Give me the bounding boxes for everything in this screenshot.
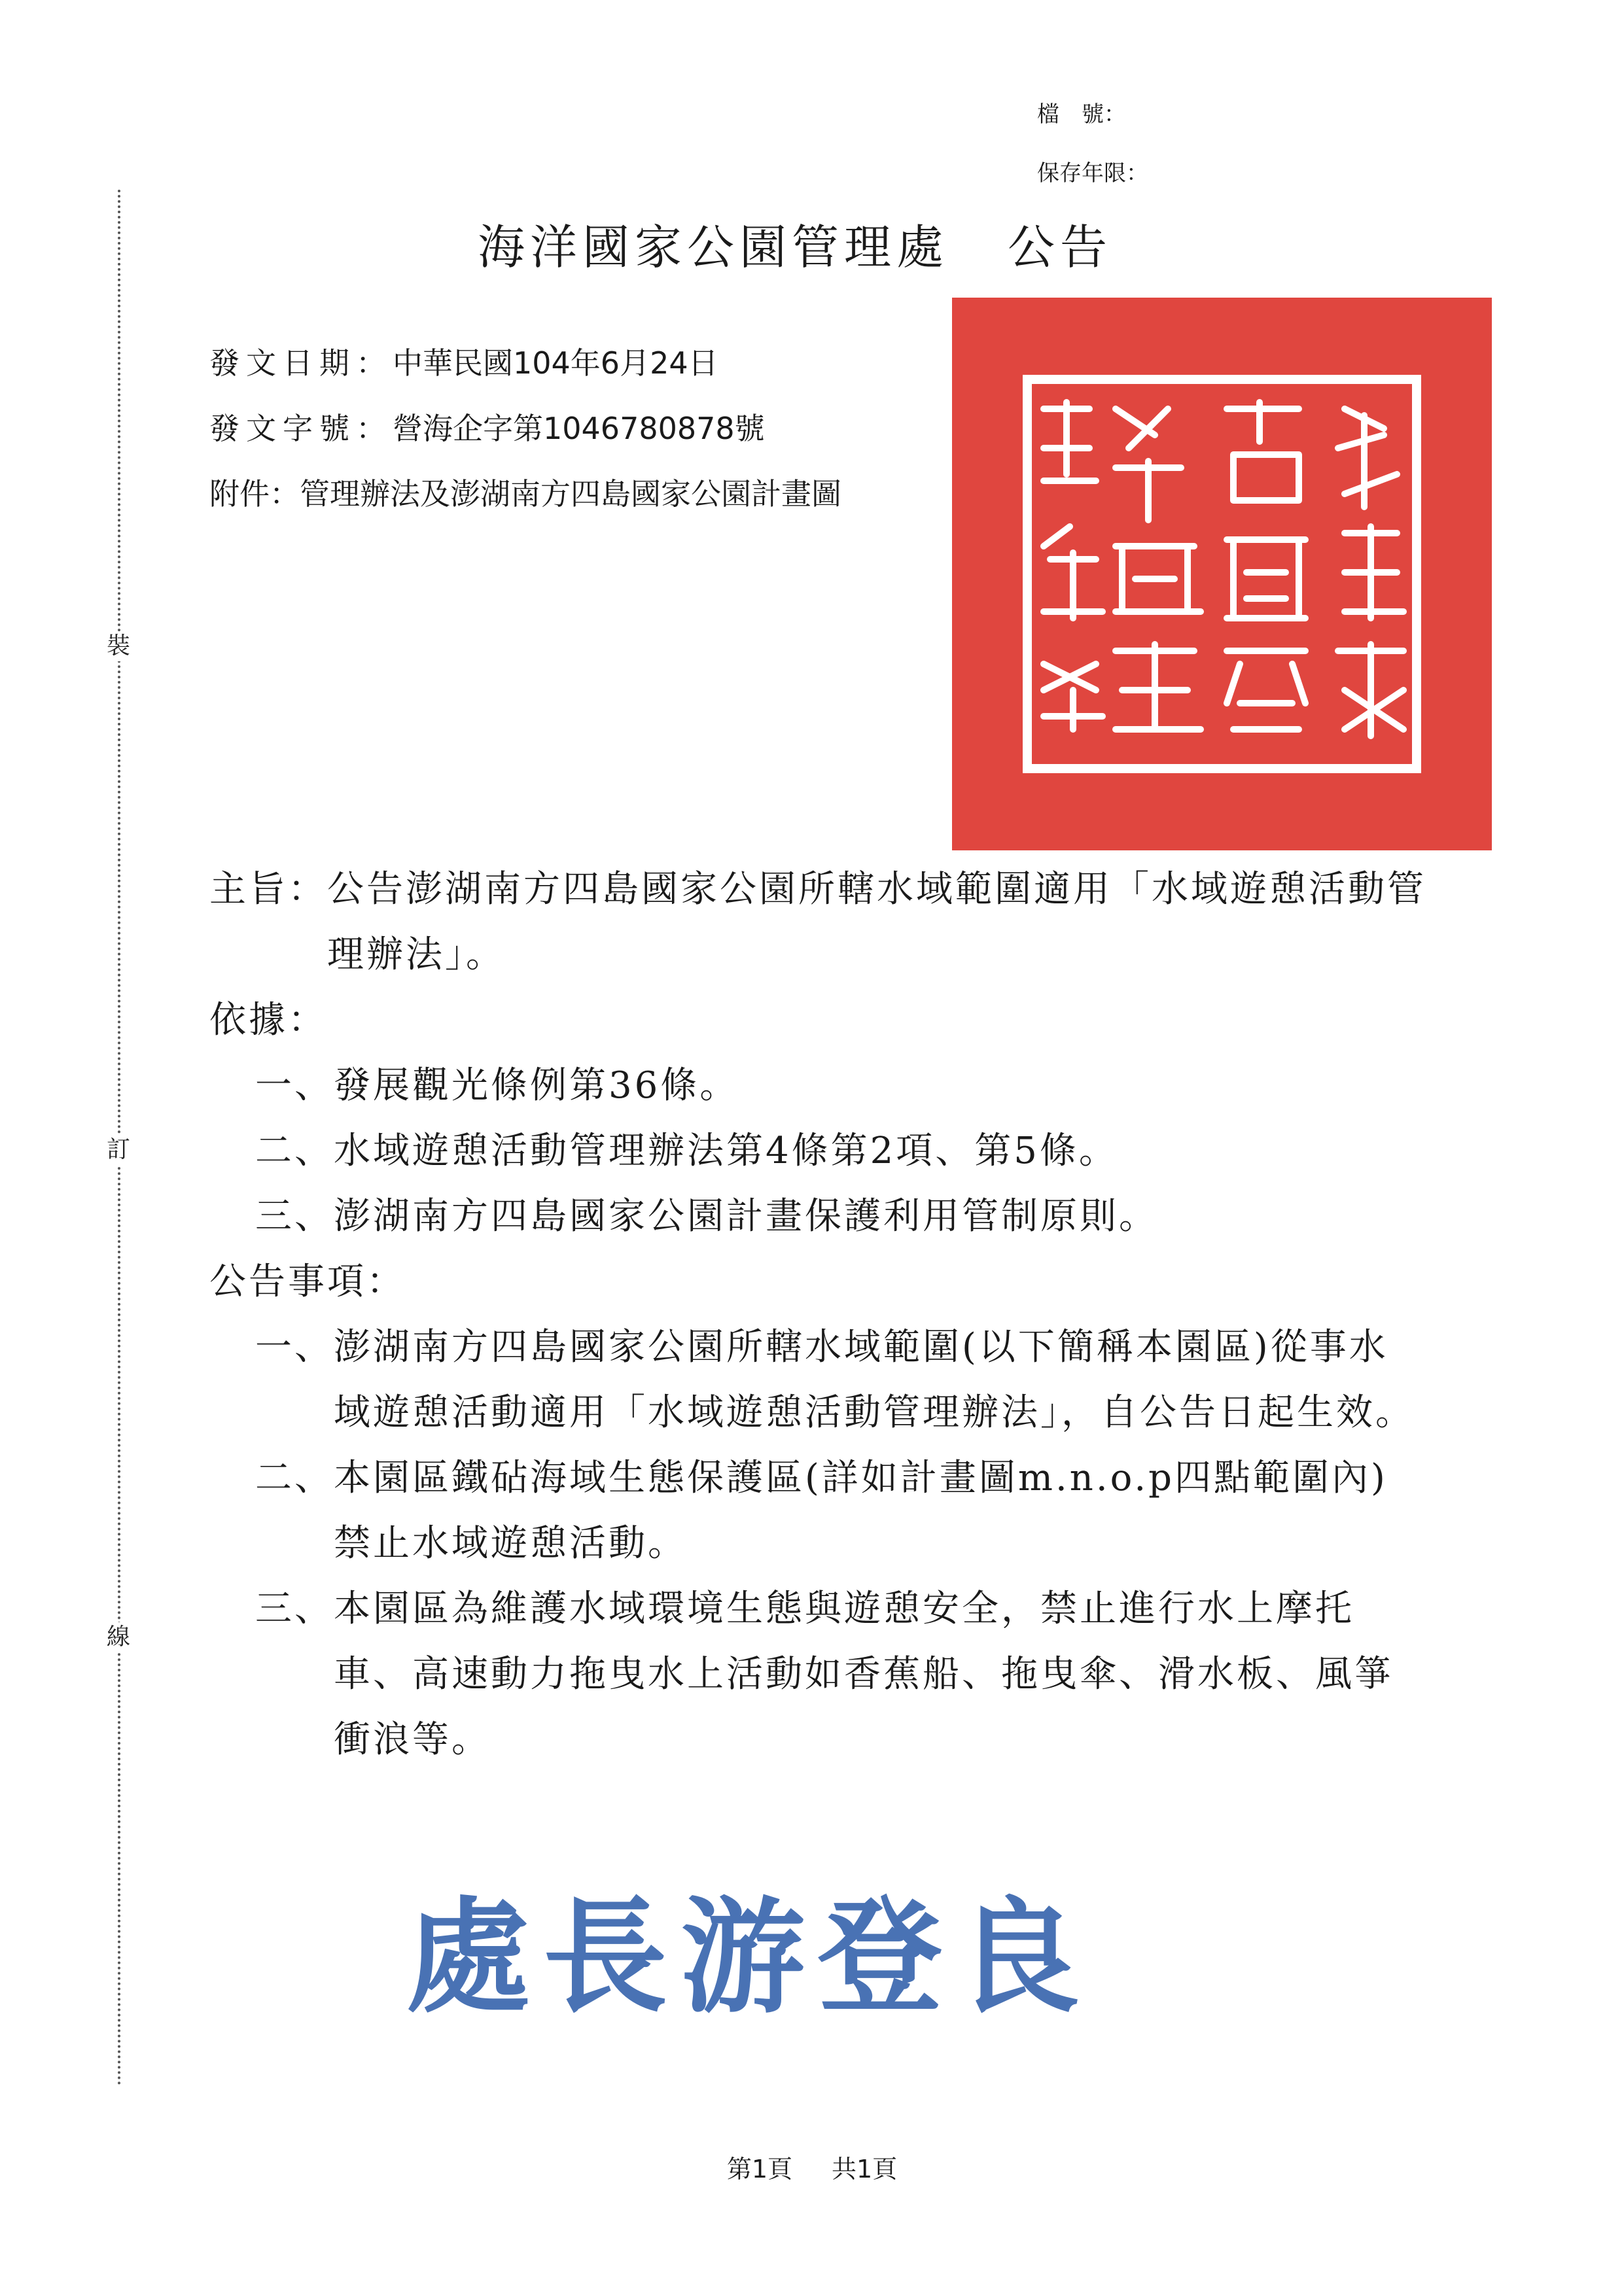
binding-mark-xian: 線 [103, 1622, 133, 1652]
basis-section [209, 988, 1426, 1249]
basis-item-text: 發展觀光條例第36條。 [334, 1064, 739, 1107]
attachment-row [209, 461, 841, 527]
retention-row [1037, 144, 1148, 203]
document-type: 公告 [1008, 220, 1113, 275]
page-footer [0, 2149, 1624, 2185]
announcement-item-text: 本園區鐵砧海域生態保護區(詳如計畫圖m.n.o.p四點範圍內) 禁止水域遊憩活動。 [334, 1457, 1388, 1565]
announcement-item-number: 三、 [255, 1588, 334, 1630]
page-total: 共1頁 [832, 2155, 898, 2183]
announcement-item-number: 二、 [255, 1457, 334, 1499]
agency-name: 海洋國家公園管理處 [478, 220, 949, 275]
issue-info [209, 330, 841, 527]
issue-number-value: 營海企字第1046780878號 [393, 411, 765, 446]
page-number: 第1頁 [726, 2155, 792, 2183]
director-signature: 處長游登良 [406, 1884, 1093, 2030]
basis-item-number: 二、 [255, 1130, 334, 1172]
basis-label: 依據： [209, 999, 327, 1041]
basis-item-number: 一、 [255, 1064, 334, 1107]
basis-item-text: 水域遊憩活動管理辦法第4條第2項、第5條。 [334, 1130, 1118, 1172]
basis-item [209, 1119, 1426, 1184]
document-title [478, 209, 1112, 277]
announcement-item [209, 1315, 1426, 1446]
basis-item [209, 1184, 1426, 1249]
attachment-label: 附件： [209, 476, 300, 512]
file-number-label: 檔 號： [1037, 101, 1126, 128]
file-meta [1037, 85, 1148, 203]
binding-mark-ding: 訂 [103, 1135, 133, 1165]
basis-item-number: 三、 [255, 1195, 334, 1238]
subject-label: 主旨： [209, 868, 327, 911]
issue-number-row [209, 396, 841, 461]
file-number-row [1037, 85, 1148, 144]
issue-number-label: 發文字號： [209, 411, 393, 446]
issue-date-label: 發文日期： [209, 345, 393, 381]
seal-icon [952, 298, 1492, 850]
announcement-item-text: 澎湖南方四島國家公園所轄水域範圍(以下簡稱本園區)從事水域遊憩活動適用「水域遊憩活動管理辦法」，自公告日起生效。 [334, 1326, 1415, 1434]
retention-label: 保存年限： [1037, 160, 1148, 186]
subject-section [209, 857, 1426, 988]
official-seal [952, 298, 1492, 850]
subject-text: 公告澎湖南方四島國家公園所轄水域範圍適用「水域遊憩活動管理辦法」。 [327, 868, 1426, 976]
basis-item-text: 澎湖南方四島國家公園計畫保護利用管制原則。 [334, 1195, 1158, 1238]
issue-date-row [209, 330, 841, 396]
document-body [209, 857, 1426, 1773]
announcement-item-text: 本園區為維護水域環境生態與遊憩安全，禁止進行水上摩托車、高速動力拖曳水上活動如香蕉船、拖曳傘、滑水板、風箏衝浪等。 [334, 1588, 1394, 1761]
announcement-section [209, 1249, 1426, 1773]
announcement-item-number: 一、 [255, 1326, 334, 1368]
basis-item [209, 1053, 1426, 1119]
attachment-value: 管理辦法及澎湖南方四島國家公園計畫圖 [300, 476, 841, 512]
binding-mark-zhuang: 裝 [103, 631, 133, 661]
announcement-label: 公告事項： [209, 1261, 406, 1303]
announcement-item [209, 1446, 1426, 1576]
issue-date-value: 中華民國104年6月24日 [393, 345, 718, 381]
announcement-item [209, 1576, 1426, 1773]
